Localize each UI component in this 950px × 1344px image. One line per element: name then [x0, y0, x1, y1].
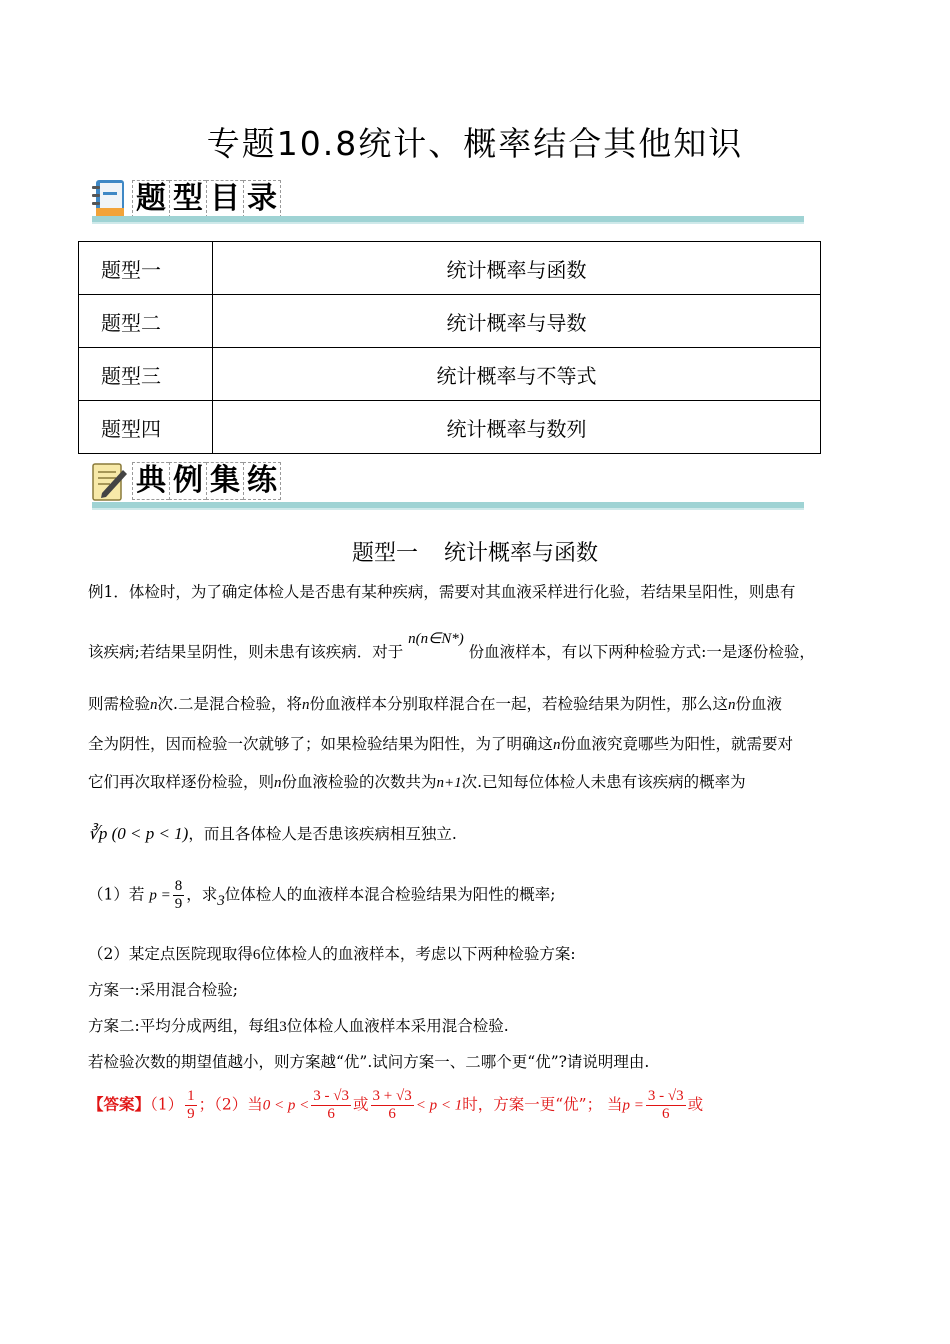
frac-numerator: 8: [174, 878, 183, 894]
text-run: 位体检人的血液样本，考虑以下两种检验方案:: [260, 945, 576, 963]
section-label: 题型一: [351, 541, 418, 566]
math-n-plus-1: n+1: [436, 775, 462, 791]
toc-row[interactable]: [79, 348, 821, 401]
toc-header-char: 目: [206, 180, 243, 218]
text-run: 份血液样本，有以下两种检验方式:一是逐份检验，: [468, 643, 815, 661]
toc-topic: 统计概率与数列: [213, 401, 821, 454]
math-cond-a: 0 < p <: [262, 1097, 310, 1114]
frac-denominator: 6: [327, 1106, 335, 1122]
toc-header-char: 题: [132, 180, 169, 218]
text-run: 次.已知每位体检人未患有该疾病的概率为: [461, 773, 746, 791]
fraction-3-minus-root3: [646, 1088, 686, 1123]
example-question: 若检验次数的期望值越小，则方案越“优”.试问方案一、二哪个更“优”?请说明理由.: [88, 1053, 650, 1071]
frac-denominator: 6: [388, 1106, 396, 1122]
text-run: 位体检人的血液样本混合检验结果为阳性的概率;: [224, 885, 556, 904]
example-line: [88, 692, 782, 714]
math-n-set: n(n∈N*): [408, 631, 464, 647]
toc-header-text: [132, 180, 281, 218]
example-line: [88, 732, 793, 754]
toc-header-char: 型: [169, 180, 206, 218]
math-root-p: ∛p (0 < p < 1): [88, 824, 189, 843]
toc-topic: 统计概率与导数: [213, 295, 821, 348]
question-2: [88, 942, 576, 964]
text-run: 份血液究竟哪些为阳性，就需要对: [560, 735, 794, 753]
fraction-8-9: [173, 878, 185, 913]
fraction-3-plus-root3: [371, 1088, 414, 1123]
text-run: 份血液样本分别取样混合在一起，若检验结果为阴性，那么这: [309, 695, 728, 713]
frac-numerator: 1: [187, 1088, 195, 1104]
text-run: （1）: [150, 1095, 184, 1114]
frac-denominator: 9: [174, 896, 183, 912]
example-line: [88, 770, 746, 792]
examples-header-text: [132, 462, 281, 500]
text-run: 或: [687, 1095, 704, 1114]
frac-numerator: 3 - √3: [313, 1088, 349, 1104]
answer-label: 【答案】: [88, 1094, 151, 1114]
toc-type: 题型四: [79, 401, 213, 454]
math-three: 3: [217, 892, 225, 909]
text-run: 全为阴性，因而检验一次就够了；如果检验结果为阳性，为了明确这: [88, 735, 554, 753]
frac-numerator: 3 + √3: [372, 1088, 412, 1104]
math-p-eq2: p =: [622, 1097, 644, 1114]
math-n: n: [150, 697, 158, 713]
text-run: 该疾病;若结果呈阴性，则未患有该疾病．对于: [88, 643, 404, 661]
text-run: （1）若: [88, 885, 145, 904]
text-run: 份血液: [735, 695, 782, 713]
notebook-icon: [90, 178, 128, 218]
toc-topic: 统计概率与不等式: [213, 348, 821, 401]
page-title: 专题10.8统计、概率结合其他知识: [206, 124, 744, 163]
math-three: 3: [279, 1019, 287, 1035]
example-line: [88, 822, 457, 844]
frac-numerator: 3 - √3: [647, 1088, 684, 1104]
text-run: 时，方案一更“优”； 当: [462, 1095, 623, 1114]
text-run: ，求: [186, 885, 218, 904]
fraction-1-9: [185, 1088, 197, 1123]
question-1: [88, 878, 555, 913]
frac-denominator: 9: [187, 1106, 195, 1122]
text-run: ；（2）当: [198, 1095, 263, 1114]
plan-1: 方案一:采用混合检验;: [88, 981, 238, 999]
toc-topic: 统计概率与函数: [213, 242, 821, 295]
text-run: （2）某定点医院现取得: [88, 945, 253, 963]
math-p-eq: p =: [149, 887, 171, 904]
math-cond-b: < p < 1: [415, 1097, 463, 1114]
section-topic: 统计概率与函数: [444, 541, 599, 566]
examples-section-header: [90, 458, 281, 500]
toc-header-char: 录: [243, 180, 281, 218]
text-run: 或: [353, 1095, 369, 1114]
frac-denominator: 6: [661, 1106, 670, 1122]
fraction-3-minus-root3: [311, 1088, 351, 1123]
math-n: n: [727, 697, 736, 713]
example-line: 例1．体检时，为了确定体检人是否患有某种疾病，需要对其血液采样进行化验，若结果呈阳性，则患有: [88, 583, 796, 601]
toc-table: [78, 241, 821, 454]
text-run: 它们再次取样逐份检验，则: [88, 773, 275, 791]
math-n: n: [301, 697, 310, 713]
examples-header-char: 例: [169, 462, 206, 500]
text-run: 方案二:平均分成两组，每组: [88, 1017, 280, 1035]
toc-row[interactable]: [79, 401, 821, 454]
example-line: [88, 631, 815, 662]
toc-type: 题型三: [79, 348, 213, 401]
toc-type: 题型一: [79, 242, 213, 295]
section-divider: [92, 216, 804, 224]
clipboard-pencil-icon: [90, 460, 128, 500]
text-run: 位体检人血液样本采用混合检验.: [286, 1017, 509, 1035]
text-run: 次.二是混合检验，将: [157, 695, 302, 713]
math-n: n: [274, 775, 282, 791]
text-run: 则需检验: [88, 695, 151, 713]
examples-header-char: 典: [132, 462, 169, 500]
examples-header-char: 集: [206, 462, 243, 500]
toc-type: 题型二: [79, 295, 213, 348]
section-heading: [0, 536, 950, 567]
plan-2: [88, 1014, 509, 1036]
text-run: 份血液检验的次数共为: [281, 773, 437, 791]
toc-row[interactable]: [79, 242, 821, 295]
math-six: 6: [252, 947, 261, 963]
examples-header-char: 练: [243, 462, 281, 500]
math-n: n: [553, 737, 561, 753]
toc-row[interactable]: [79, 295, 821, 348]
text-run: ，而且各体检人是否患该疾病相互独立.: [188, 825, 457, 843]
toc-section-header: [90, 176, 281, 218]
answer-line: [88, 1088, 703, 1123]
section-divider: [92, 502, 804, 510]
